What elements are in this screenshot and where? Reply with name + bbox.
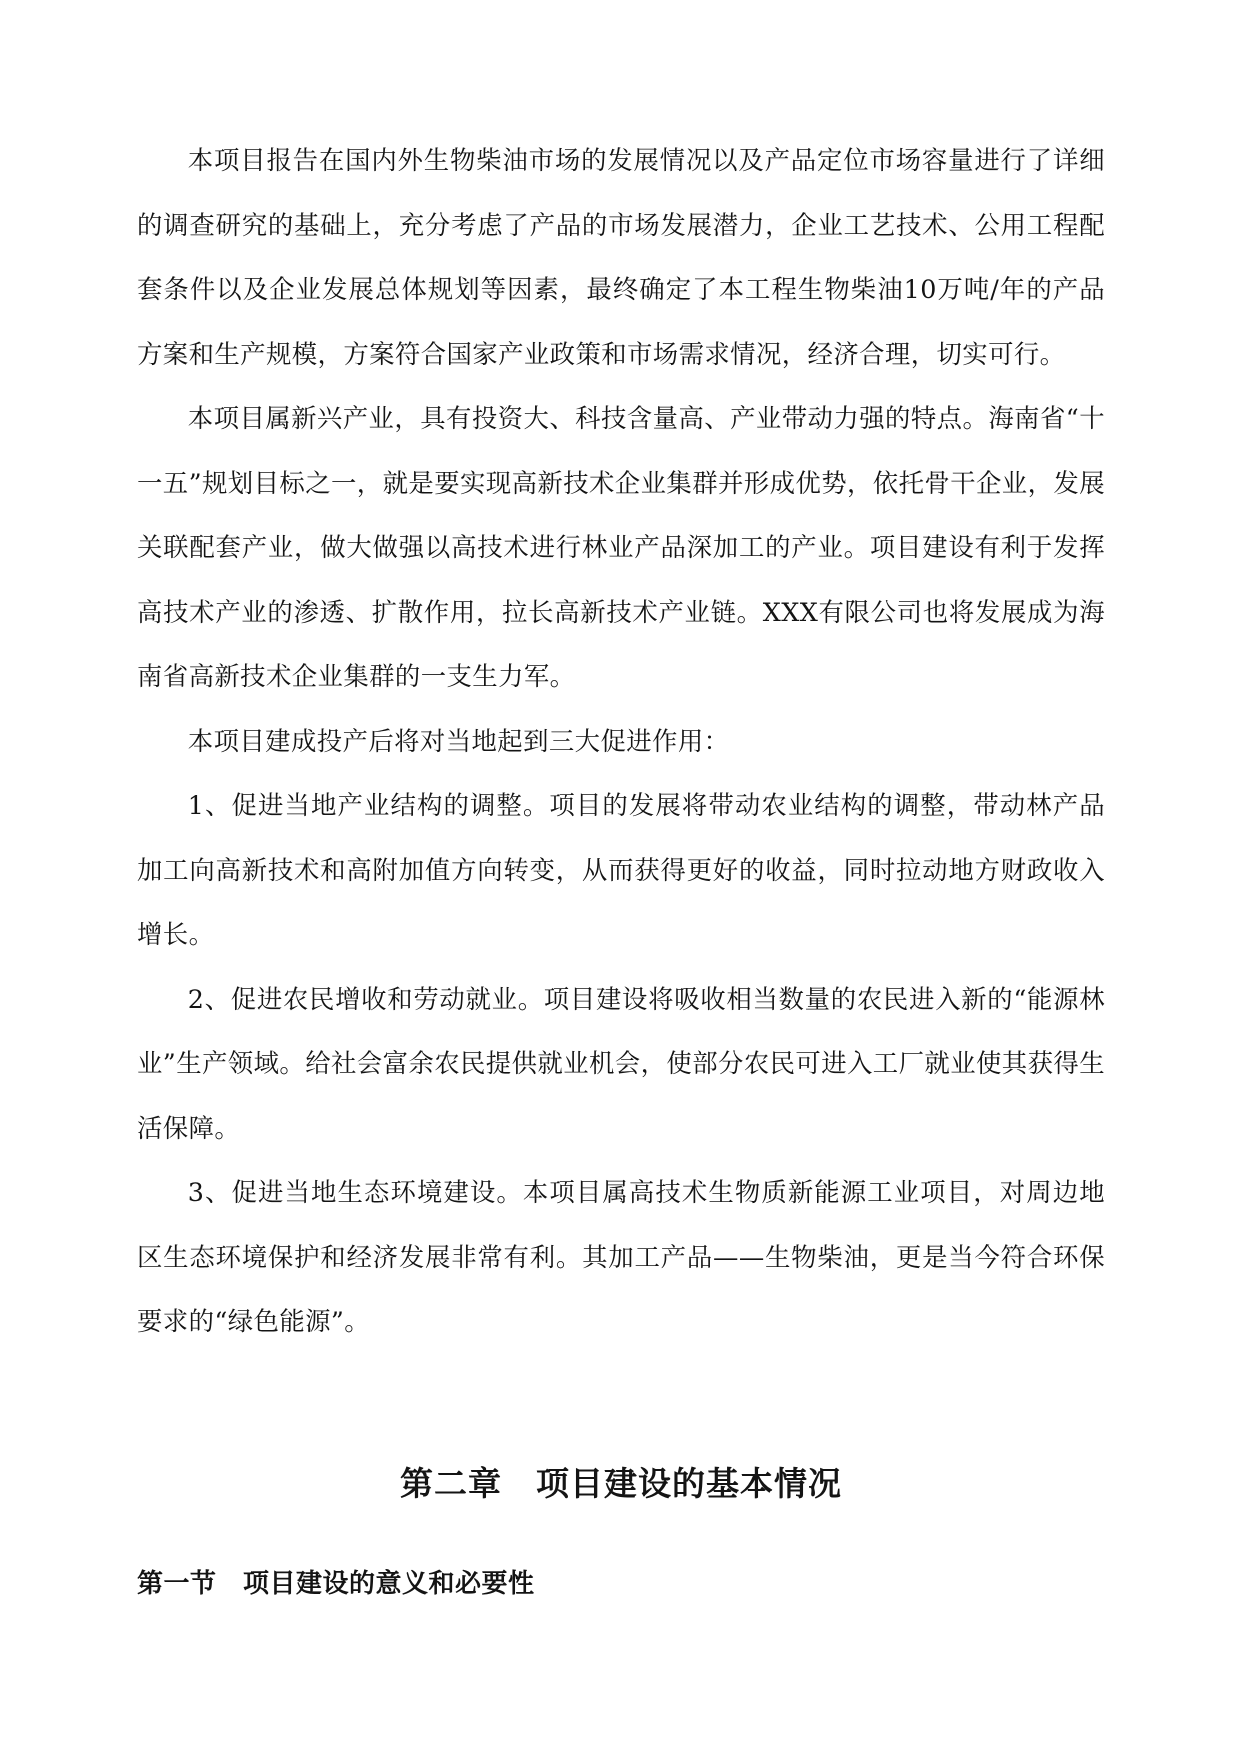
paragraph-effect-industry-structure: 1、促进当地产业结构的调整。项目的发展将带动农业结构的调整，带动林产品加工向高新技术和高附加值方向转变，从而获得更好的收益，同时拉动地方财政收入增长。 bbox=[137, 790, 1105, 949]
paragraph-effect-employment: 2、促进农民增收和劳动就业。项目建设将吸收相当数量的农民进入新的“能源林业”生产领域。给社会富余农民提供就业机会，使部分农民可进入工厂就业使其获得生活保障。 bbox=[137, 983, 1105, 1143]
document-body bbox=[137, 128, 1105, 1354]
paragraph-effect-environment: 3、促进当地生态环境建设。本项目属高技术生物质新能源工业项目，对周边地区生态环境保护和经济发展非常有利。其加工产品——生物柴油，更是当今符合环保要求的“绿色能源”。 bbox=[137, 1177, 1105, 1336]
paragraph-product-plan: 本项目报告在国内外生物柴油市场的发展情况以及产品定位市场容量进行了详细的调查研究的基础上，充分考虑了产品的市场发展潜力，企业工艺技术、公用工程配套条件以及企业发展总体规划等因素，最终确定了本工程生物柴油10万吨/年的产品方案和生产规模，方案符合国家产业政策和市场需求情况，经济合理，切实可行。 bbox=[137, 145, 1105, 369]
paragraph-three-effects-intro: 本项目建成投产后将对当地起到三大促进作用： bbox=[187, 725, 730, 756]
section-title: 第一节 项目建设的意义和必要性 bbox=[137, 1569, 535, 1599]
paragraph-industry-nature: 本项目属新兴产业，具有投资大、科技含量高、产业带动力强的特点。海南省“十一五”规划目标之一，就是要实现高新技术企业集群并形成优势，依托骨干企业，发展关联配套产业，做大做强以高技术进行林业产品深加工的产业。项目建设有利于发挥高技术产业的渗透、扩散作用，拉长高新技术产业链。XXX有限公司也将发展成为海南省高新技术企业集群的一支生力军。 bbox=[137, 403, 1105, 691]
chapter-title: 第二章 项目建设的基本情况 bbox=[400, 1464, 842, 1503]
